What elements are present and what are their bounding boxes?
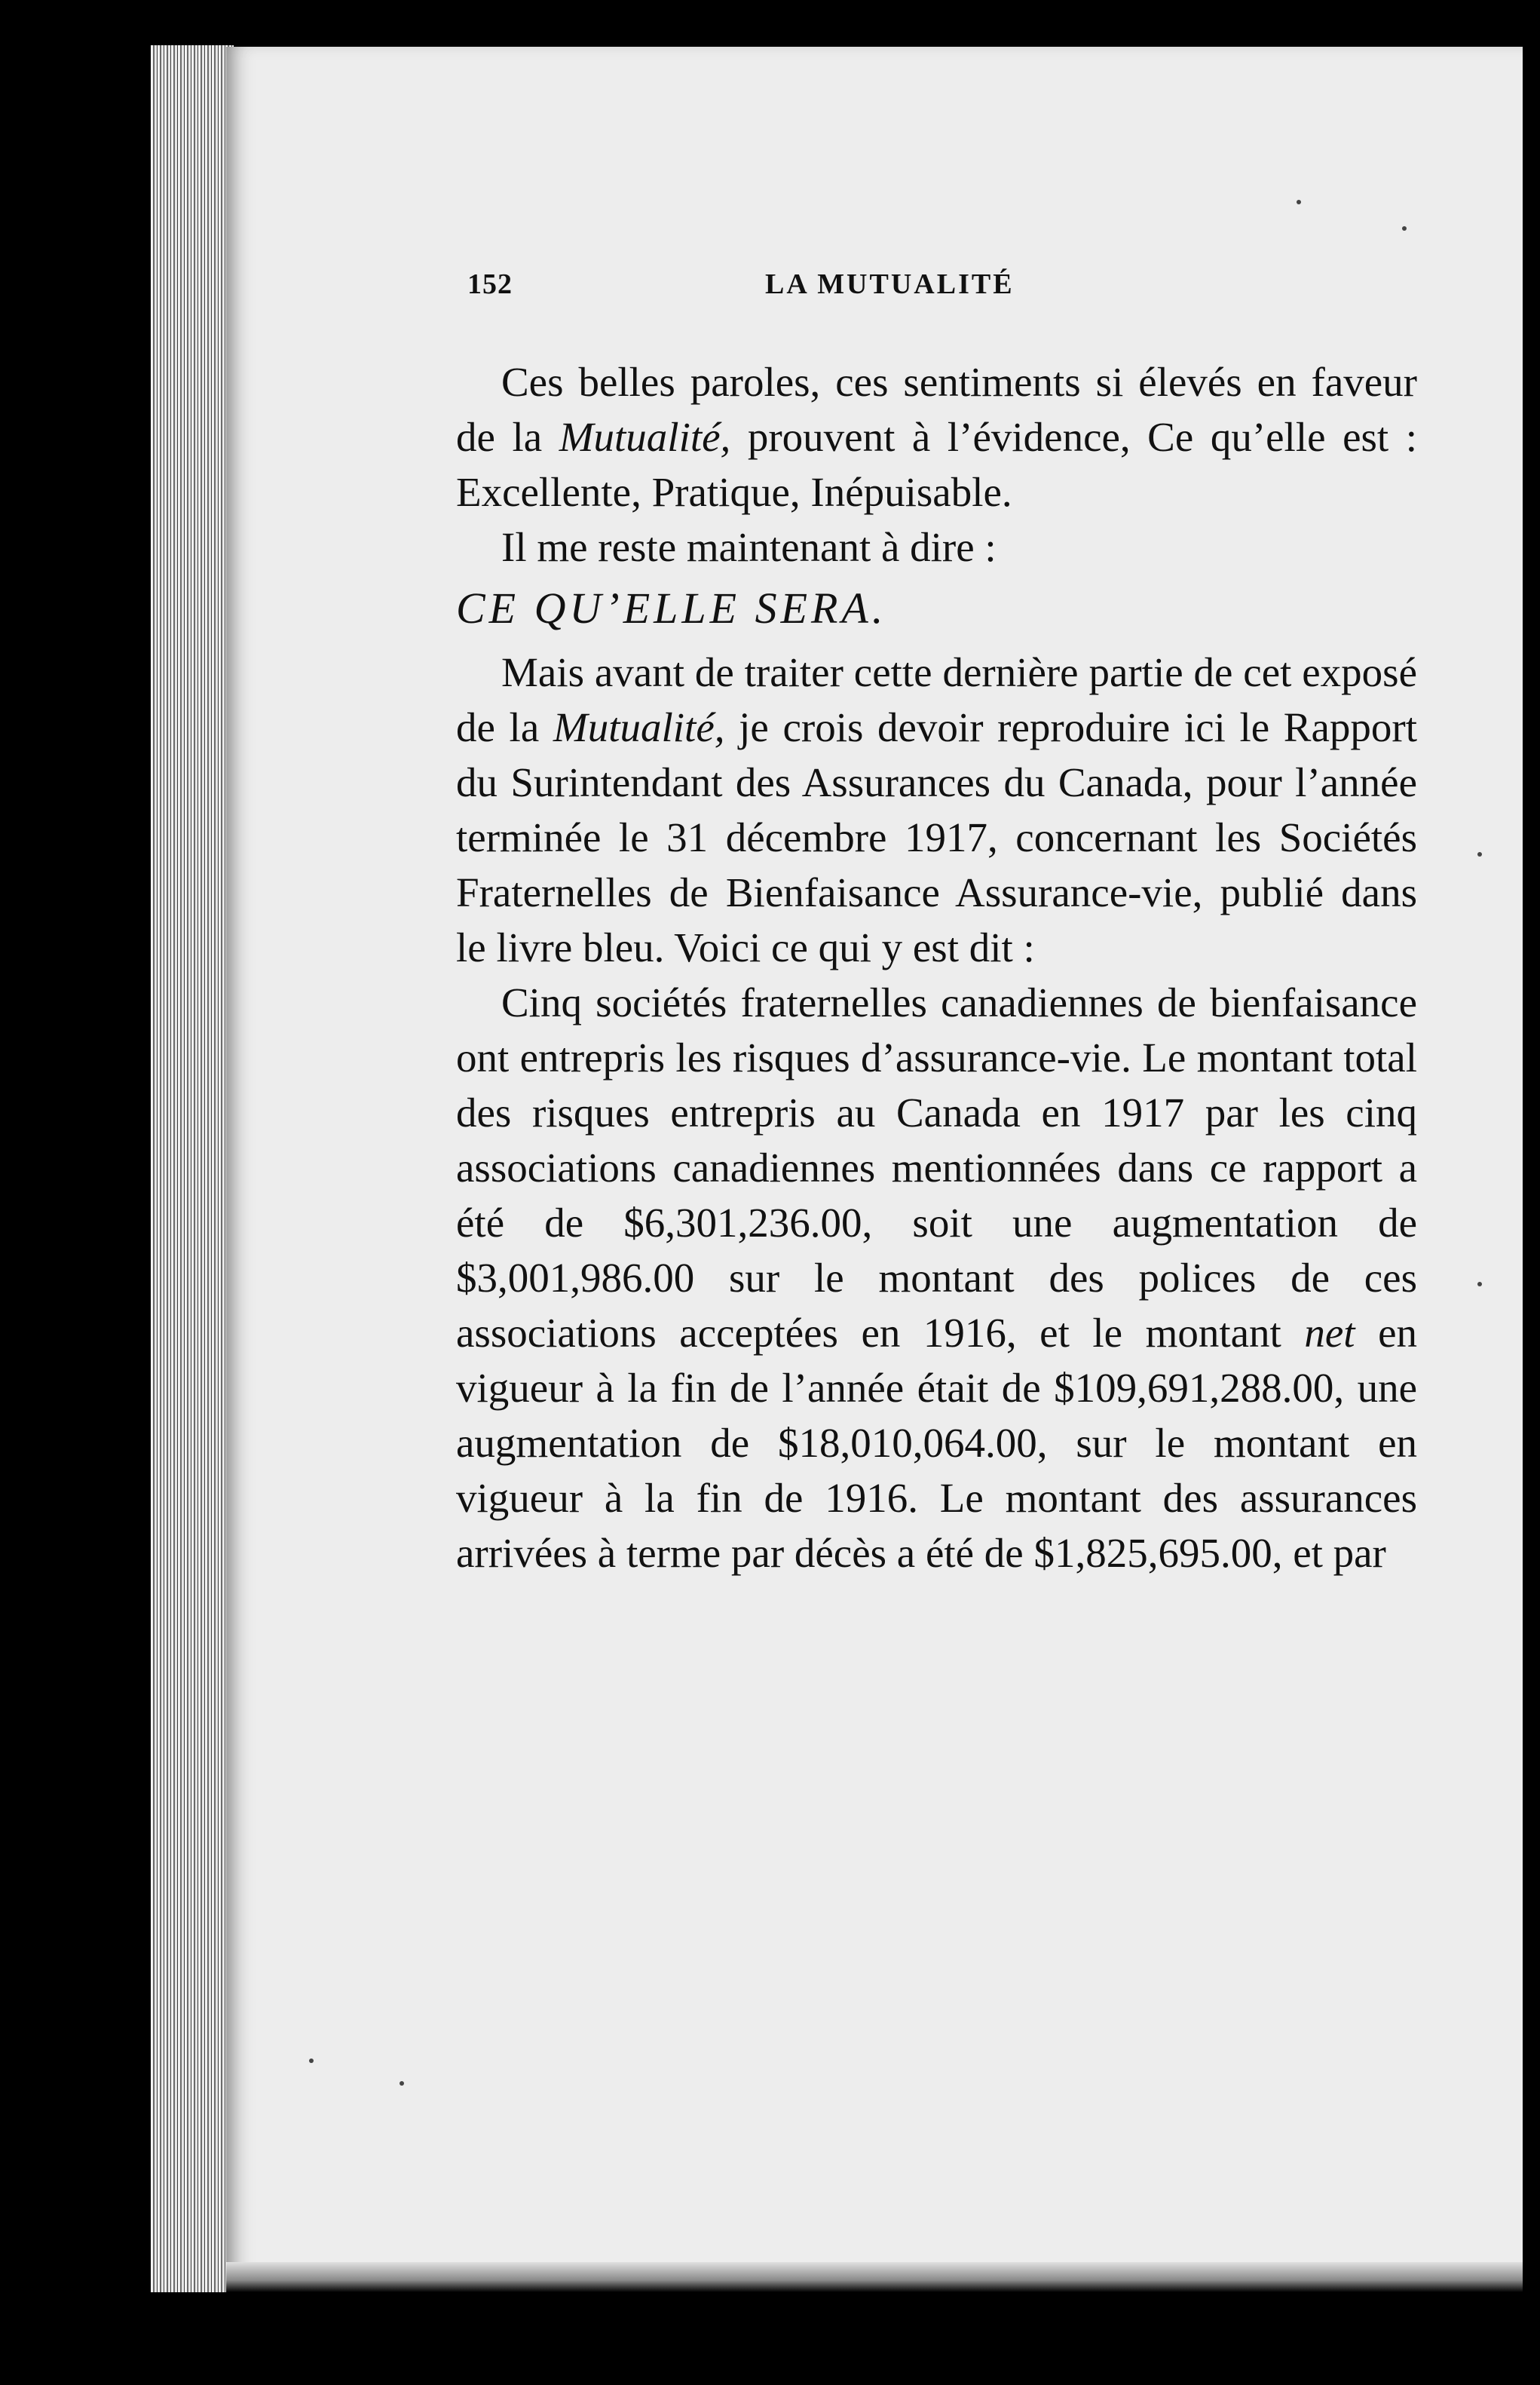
speck [309, 2059, 314, 2063]
paragraph-3: Mais avant de traiter cette dernière partie de cet exposé de la Mutualité, je crois devoir reproduire ici le Rapport du Surintendant des Assurances du Canada, pour l’année terminée le 31 décembre 1917, concernant les Sociétés Fraternelles de Bienfaisance Assurance-vie, publié dans le livre bleu. Voici ce qui y est dit : [456, 649, 1417, 970]
page-edges [151, 45, 234, 2292]
running-title: LA MUTUALITÉ [765, 268, 1015, 300]
emphasis: Mutualité, [553, 704, 725, 750]
running-head [467, 268, 1417, 313]
section-heading: CE QU’ELLE SERA. [456, 584, 887, 633]
paragraph-1: Ces belles paroles, ces sentiments si élevés en faveur de la Mutualité, prouvent à l’évidence, Ce qu’elle est : Excellente, Pratique, Inépuisable. [456, 359, 1417, 515]
speck [400, 2081, 404, 2086]
page-bottom-edge [226, 2262, 1523, 2292]
emphasis: Mutualité, [559, 414, 731, 460]
speck [1297, 200, 1301, 204]
body-text [456, 354, 1417, 1580]
paragraph-2: Il me reste maintenant à dire : [501, 524, 997, 570]
speck [1477, 1282, 1482, 1286]
emphasis: net [1304, 1310, 1355, 1356]
speck [1402, 226, 1407, 231]
page-number: 152 [467, 268, 513, 300]
paragraph-4: Cinq sociétés fraternelles canadiennes de bienfaisance ont entrepris les risques d’assurance-vie. Le montant total des risques entrepris au Canada en 1917 par les cinq associations canadiennes mentionnées dans ce rapport a été de $6,301,236.00, soit une augmentation de $3,001,986.00 sur le montant des polices de ces associations acceptées en 1916, et le montant net en vigueur à la fin de l’année était de $109,691,288.00, une augmentation de $18,010,064.00, sur le montant en vigueur à la fin de 1916. Le montant des assurances arrivées à terme par décès a été de $1,825,695.00, et par [456, 979, 1417, 1576]
speck [1477, 852, 1482, 857]
